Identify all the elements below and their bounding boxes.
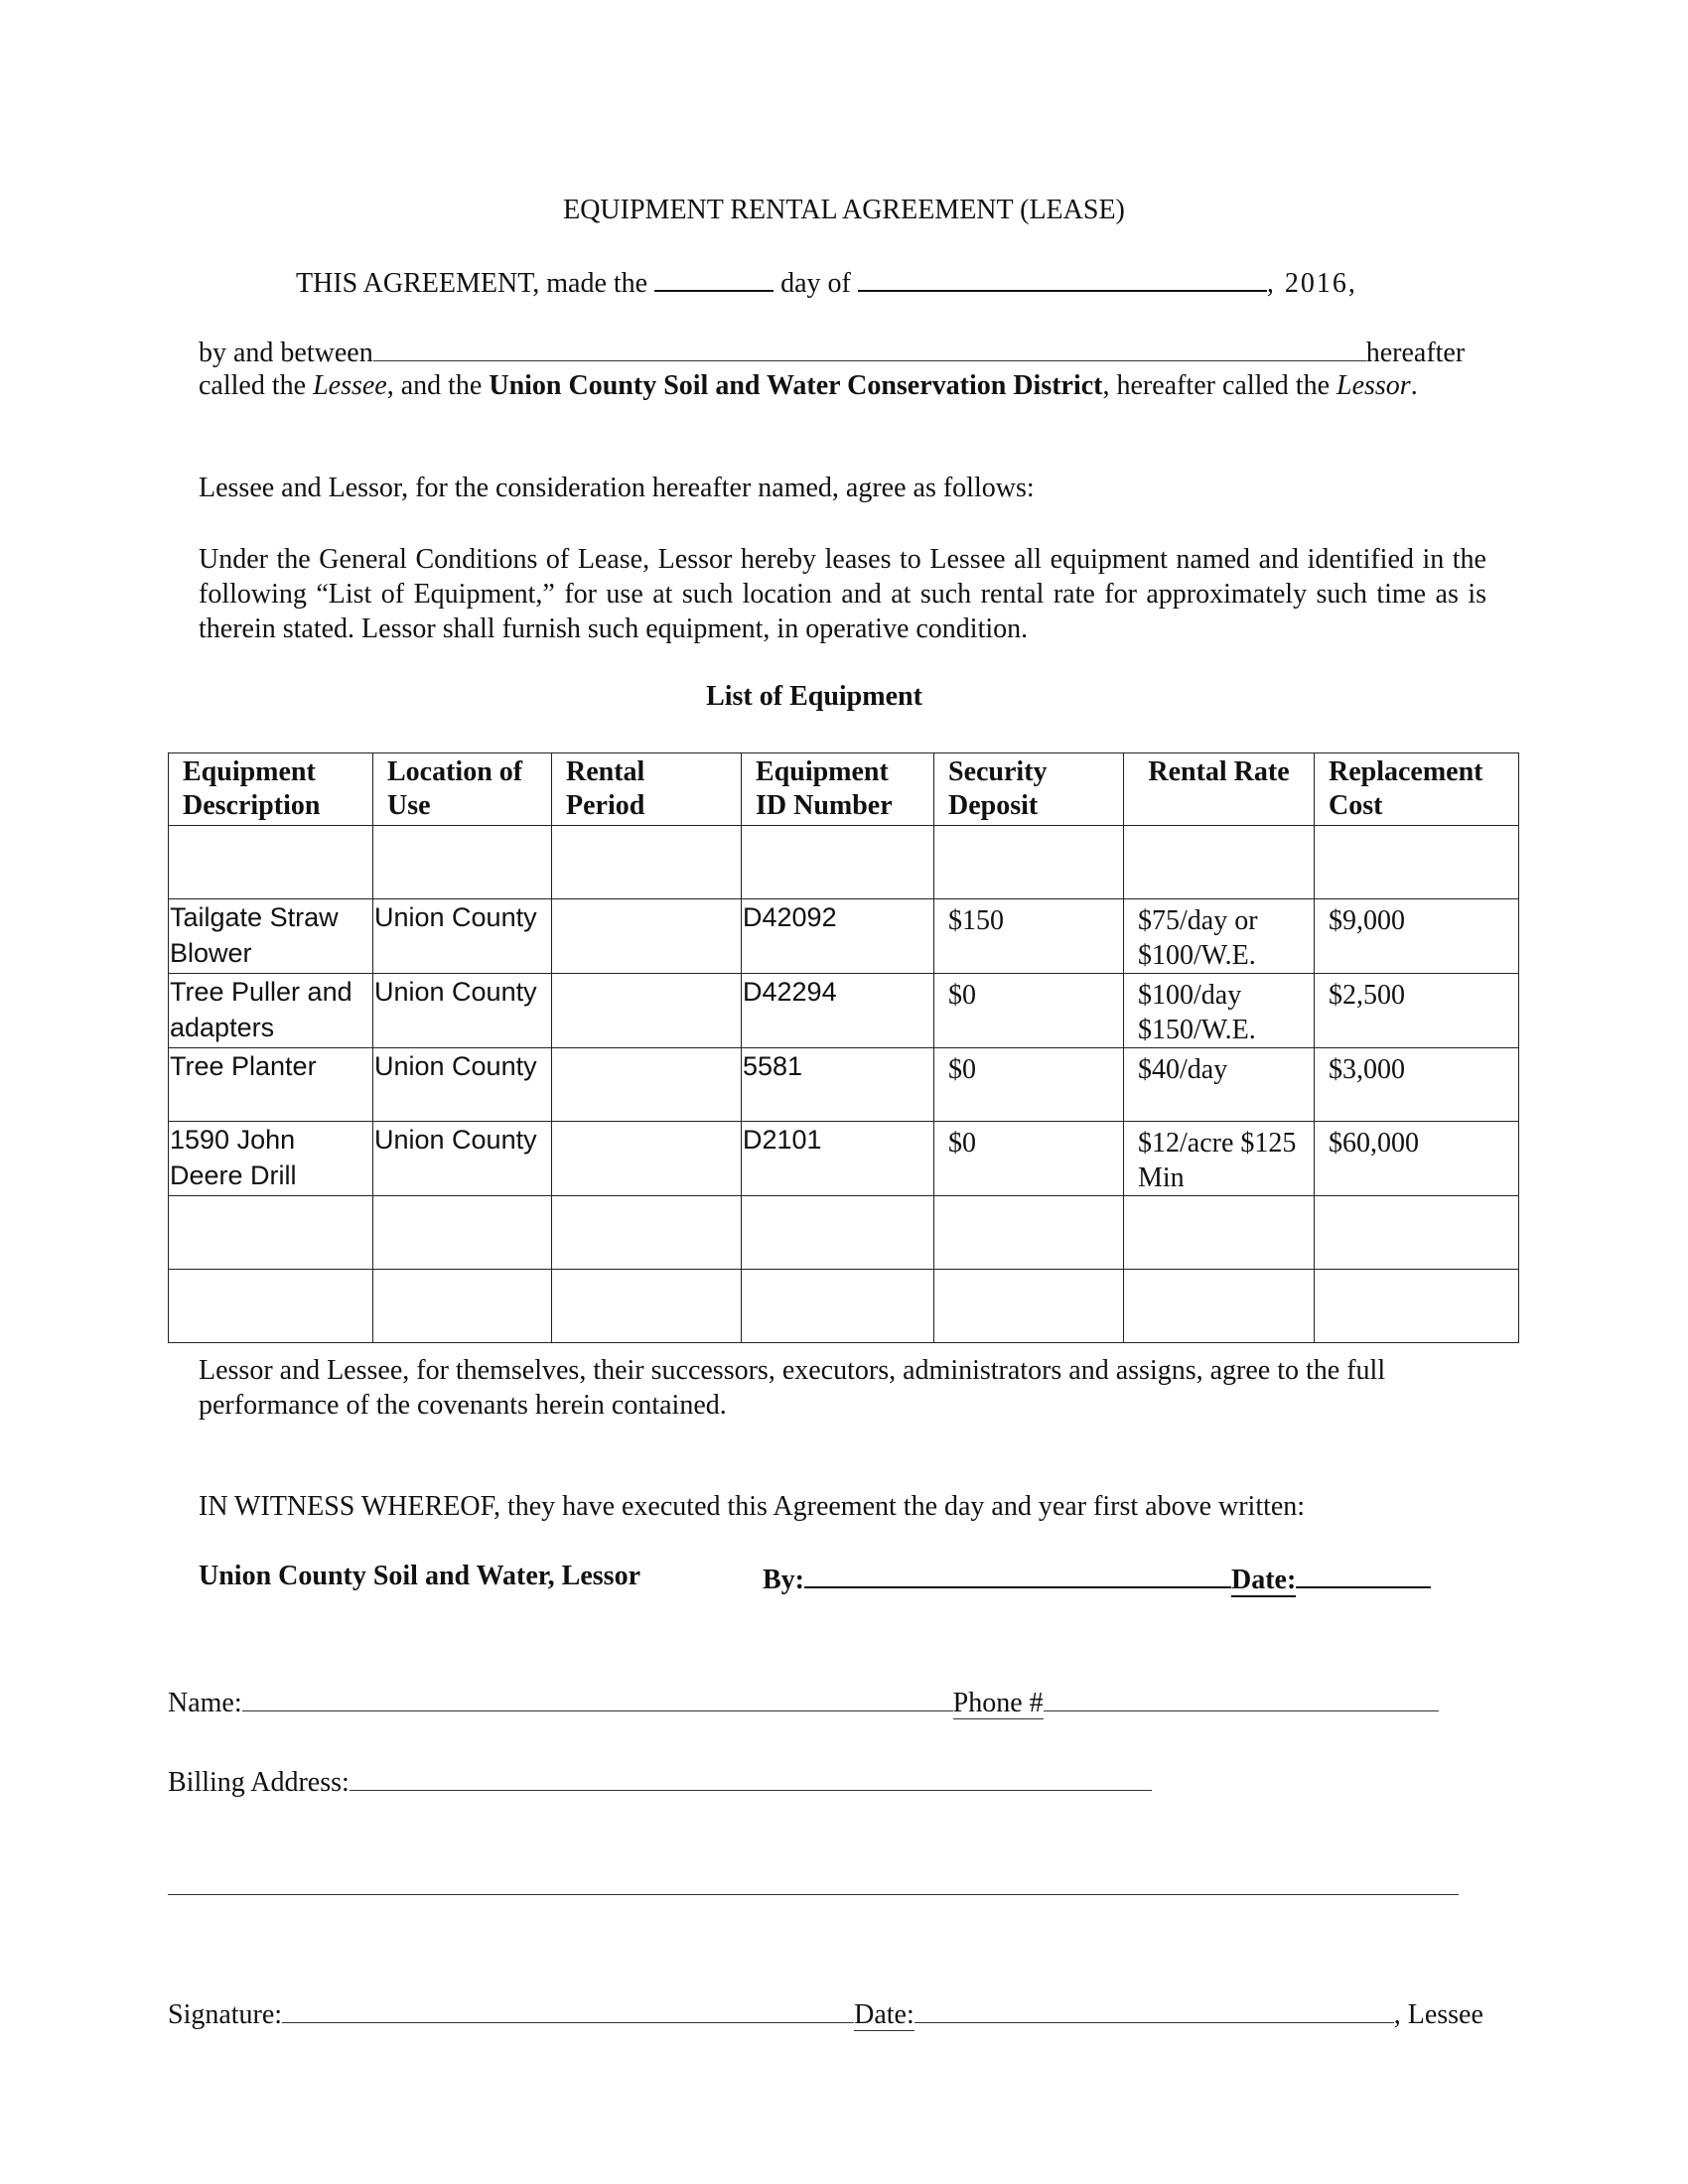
by-and-between-line (199, 335, 1465, 369)
cell-rental-period[interactable] (552, 1196, 742, 1270)
consideration-text: Lessee and Lessor, for the consideration hereafter named, agree as follows: (199, 473, 1035, 503)
lessee-name-field[interactable] (373, 335, 1366, 361)
cell-description[interactable]: Tailgate Straw Blower (169, 899, 373, 974)
cell-security-deposit[interactable]: $0 (934, 974, 1124, 1048)
cell-rental-period[interactable] (552, 826, 742, 899)
cell-equipment-id[interactable]: D42294 (742, 974, 934, 1048)
header-rental-period: Rental Period (552, 753, 742, 826)
by-label: By: (763, 1565, 804, 1595)
lessee-label: , Lessee (1393, 1999, 1483, 2030)
cell-equipment-id[interactable]: D2101 (742, 1122, 934, 1196)
cell-location[interactable]: Union County (373, 974, 552, 1048)
lessee-date-label: Date: (854, 1999, 914, 2030)
cell-replacement-cost[interactable]: $3,000 (1315, 1048, 1519, 1122)
cell-equipment-id[interactable] (742, 826, 934, 899)
lessee-signature-field[interactable] (282, 1996, 854, 2023)
general-conditions-paragraph: Under the General Conditions of Lease, Lessor hereby leases to Lessee all equipment named and identified in the following “List of Equipment,” for use at such location and at such rental rate for approximately such time as is therein stated. Lessor shall furnish such equipment, in operative condition. (199, 544, 1486, 644)
table-row (169, 899, 1519, 974)
and-the-text: , and the (386, 370, 483, 401)
table-header-row (169, 753, 1519, 826)
day-field[interactable] (654, 264, 774, 292)
cell-replacement-cost[interactable] (1315, 1196, 1519, 1270)
cell-security-deposit[interactable]: $0 (934, 1048, 1124, 1122)
district-name: Union County Soil and Water Conservation District (489, 370, 1103, 401)
cell-rental-rate[interactable]: $12/acre $125 Min (1124, 1122, 1315, 1196)
hereafter-called-text: , hereafter called the (1102, 370, 1331, 401)
cell-replacement-cost[interactable] (1315, 826, 1519, 899)
cell-replacement-cost[interactable]: $2,500 (1315, 974, 1519, 1048)
cell-equipment-id[interactable] (742, 1196, 934, 1270)
cell-rental-rate[interactable] (1124, 826, 1315, 899)
cell-rental-rate[interactable]: $75/day or $100/W.E. (1124, 899, 1315, 974)
by-and-between-label: by and between (199, 338, 373, 368)
equipment-table (168, 752, 1519, 1343)
document-title: EQUIPMENT RENTAL AGREEMENT (LEASE) (563, 195, 1125, 225)
billing-address-field[interactable] (350, 1764, 1152, 1791)
lessor-signature-line (763, 1561, 1431, 1596)
cell-description[interactable]: 1590 John Deere Drill (169, 1122, 373, 1196)
cell-equipment-id[interactable]: 5581 (742, 1048, 934, 1122)
lessee-word: Lessee (313, 370, 387, 401)
cell-description[interactable]: Tree Puller and adapters (169, 974, 373, 1048)
cell-rental-rate[interactable] (1124, 1270, 1315, 1343)
lessor-date-label: Date: (1231, 1565, 1297, 1595)
header-equipment-id: Equipment ID Number (742, 753, 934, 826)
cell-location[interactable]: Union County (373, 1122, 552, 1196)
table-row (169, 1122, 1519, 1196)
cell-description[interactable] (169, 826, 373, 899)
day-of-label: day of (780, 268, 851, 299)
parties-paragraph (199, 368, 1486, 403)
cell-rental-period[interactable] (552, 1048, 742, 1122)
cell-location[interactable] (373, 1270, 552, 1343)
cell-location[interactable] (373, 1196, 552, 1270)
cell-security-deposit[interactable] (934, 826, 1124, 899)
cell-replacement-cost[interactable]: $60,000 (1315, 1122, 1519, 1196)
name-label: Name: (168, 1688, 242, 1718)
cell-rental-period[interactable] (552, 1122, 742, 1196)
cell-rental-period[interactable] (552, 1270, 742, 1343)
table-row (169, 1196, 1519, 1270)
header-location-of-use: Location of Use (373, 753, 552, 826)
period-text: . (1410, 370, 1418, 401)
header-replacement-cost: Replacement Cost (1315, 753, 1519, 826)
header-rental-rate: Rental Rate (1124, 753, 1315, 826)
table-row (169, 1270, 1519, 1343)
table-row (169, 826, 1519, 899)
agreement-prefix: THIS AGREEMENT, made the (296, 268, 648, 299)
hereafter-label: hereafter (1365, 338, 1466, 368)
lessor-signature-field[interactable] (804, 1561, 1231, 1588)
cell-rental-rate[interactable] (1124, 1196, 1315, 1270)
phone-field[interactable] (1044, 1685, 1439, 1711)
cell-replacement-cost[interactable] (1315, 1270, 1519, 1343)
cell-location[interactable]: Union County (373, 1048, 552, 1122)
lessor-date-field[interactable] (1296, 1561, 1431, 1588)
header-equipment-description: Equipment Description (169, 753, 373, 826)
lessor-party-label: Union County Soil and Water, Lessor (199, 1561, 640, 1591)
billing-line (168, 1764, 1152, 1799)
cell-security-deposit[interactable]: $150 (934, 899, 1124, 974)
cell-description[interactable]: Tree Planter (169, 1048, 373, 1122)
name-field[interactable] (242, 1685, 953, 1711)
covenants-paragraph: Lessor and Lessee, for themselves, their successors, executors, administrators and assigns, agree to the full performance of the covenants herein contained. (199, 1355, 1386, 1421)
called-the-text: called the (199, 370, 307, 401)
witness-text: IN WITNESS WHEREOF, they have executed this Agreement the day and year first above written: (199, 1491, 1306, 1522)
cell-description[interactable] (169, 1270, 373, 1343)
cell-replacement-cost[interactable]: $9,000 (1315, 899, 1519, 974)
cell-security-deposit[interactable] (934, 1196, 1124, 1270)
cell-rental-period[interactable] (552, 899, 742, 974)
name-line (168, 1685, 1439, 1719)
cell-equipment-id[interactable]: D42092 (742, 899, 934, 974)
cell-security-deposit[interactable]: $0 (934, 1122, 1124, 1196)
header-security-deposit: Security Deposit (934, 753, 1124, 826)
list-heading: List of Equipment (706, 681, 922, 712)
year-label: , 2016, (1266, 268, 1357, 299)
table-row (169, 1048, 1519, 1122)
agreement-line (296, 264, 1357, 300)
cell-rental-period[interactable] (552, 974, 742, 1048)
lessee-date-field[interactable] (914, 1996, 1394, 2023)
billing-line-2 (168, 1868, 1459, 1903)
cell-rental-rate[interactable]: $40/day (1124, 1048, 1315, 1122)
billing-label: Billing Address: (168, 1767, 350, 1798)
cell-description[interactable] (169, 1196, 373, 1270)
cell-equipment-id[interactable] (742, 1270, 934, 1343)
lessor-word: Lessor (1336, 370, 1411, 401)
lessee-signature-line (168, 1996, 1483, 2031)
cell-security-deposit[interactable] (934, 1270, 1124, 1343)
table-row (169, 974, 1519, 1048)
billing-address-field-2[interactable] (168, 1868, 1459, 1895)
phone-label: Phone # (952, 1688, 1044, 1718)
signature-label: Signature: (168, 1999, 283, 2030)
cell-rental-rate[interactable]: $100/day $150/W.E. (1124, 974, 1315, 1048)
cell-location[interactable]: Union County (373, 899, 552, 974)
month-field[interactable] (858, 264, 1267, 292)
cell-location[interactable] (373, 826, 552, 899)
